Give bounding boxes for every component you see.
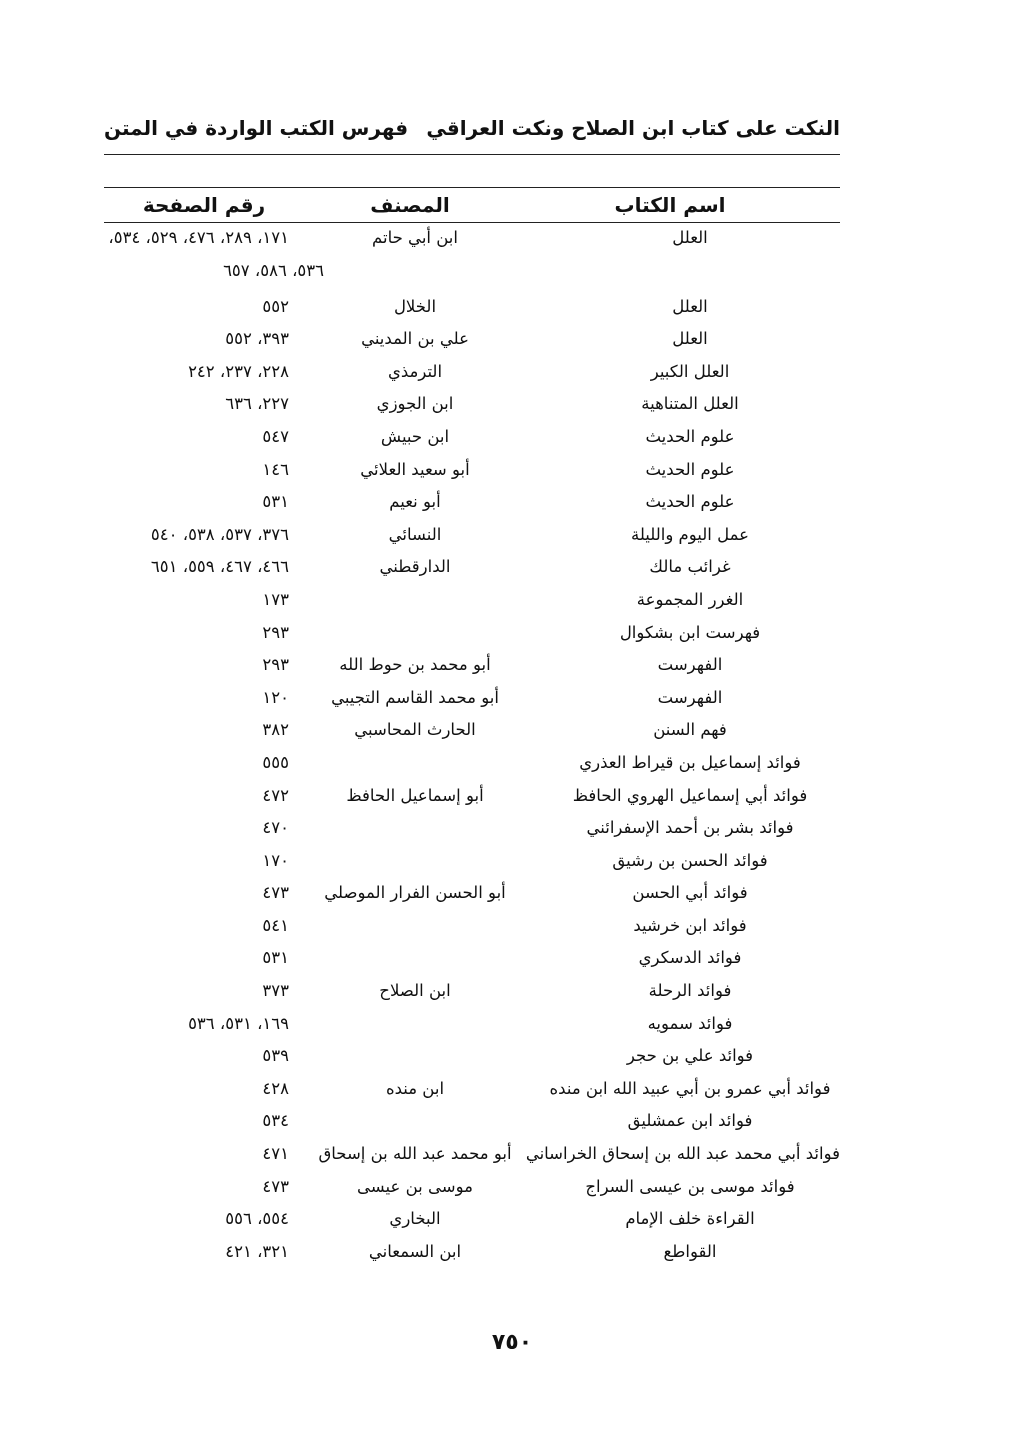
book-title-cell: العلل: [672, 329, 708, 349]
page-numbers-cell: ٤٦٦، ٤٦٧، ٥٥٩، ٦٥١: [150, 557, 289, 577]
table-row: [104, 394, 840, 427]
page-numbers-cell: ١٢٠: [262, 687, 289, 707]
book-title-cell: الفهرست: [657, 655, 723, 675]
page-numbers-cell: ٥٣١: [262, 492, 289, 512]
table-row: [104, 525, 840, 558]
table-header-rule: [104, 222, 840, 223]
book-title-cell: العلل: [672, 296, 708, 316]
column-header-pages: رقم الصفحة: [142, 193, 266, 217]
running-header: [104, 112, 840, 152]
page-numbers-cell: ٣٧٦، ٥٣٧، ٥٣٨، ٥٤٠: [150, 524, 289, 544]
table-top-rule: [104, 187, 840, 188]
book-title-cell: غرائب مالك: [649, 557, 731, 577]
table-row: [104, 720, 840, 753]
author-cell: الحارث المحاسبي: [354, 720, 476, 740]
column-header-author: المصنف: [370, 193, 450, 217]
book-title-cell: علوم الحديث: [645, 492, 735, 512]
author-cell: ابن أبي حاتم: [372, 228, 458, 247]
page-numbers-cell: ٢٢٧، ٦٣٦: [225, 394, 289, 414]
book-title-cell: فوائد علي بن حجر: [626, 1046, 754, 1066]
table-row: [104, 655, 840, 688]
page-numbers-cell: ٤٢٨: [262, 1078, 289, 1098]
table-row: [104, 1111, 840, 1144]
table-header-row: [104, 193, 840, 223]
table-row: [104, 228, 840, 261]
author-cell: الترمذي: [387, 361, 443, 381]
page-numbers-cell: ٥٥٥: [262, 752, 289, 772]
table-row: [104, 1046, 840, 1079]
page-numbers-cell: ٣٧٣: [262, 981, 289, 1001]
author-cell: ابن السمعاني: [368, 1241, 462, 1261]
author-cell: البخاري: [389, 1209, 441, 1229]
table-row: [104, 916, 840, 949]
table-row: [104, 427, 840, 460]
author-cell: أبو محمد عبد الله بن إسحاق: [318, 1144, 512, 1164]
table-row: [104, 948, 840, 981]
author-cell: أبو إسماعيل الحافظ: [346, 785, 484, 805]
page-numbers-cell: ١٧١، ٢٨٩، ٤٧٦، ٥٢٩، ٥٣٤،: [108, 228, 289, 247]
page-numbers-cell: ٤٧٣: [262, 1176, 289, 1196]
column-header-title: اسم الكتاب: [614, 193, 726, 217]
table-row: [104, 623, 840, 656]
author-cell: أبو نعيم: [389, 492, 441, 512]
book-title-cell: العلل الكبير: [650, 361, 730, 381]
page-numbers-cell: ٢٩٣: [262, 622, 289, 642]
page-numbers-cell: ٢٢٨، ٢٣٧، ٢٤٢: [188, 361, 289, 381]
table-row: [104, 557, 840, 590]
book-title-cell: الغرر المجموعة: [636, 589, 744, 609]
book-title-cell: فوائد الرحلة: [648, 981, 732, 1001]
author-cell: أبو سعيد العلائي: [360, 459, 470, 479]
table-row: [104, 362, 840, 395]
page-numbers-cell: ٥٣٩: [262, 1046, 289, 1066]
page-numbers-cell: ٥٥٢: [262, 296, 289, 316]
page-numbers-cell: ٥٥٤، ٥٥٦: [225, 1209, 289, 1229]
table-row: [104, 329, 840, 362]
table-row-continuation: [104, 261, 840, 297]
table-row: [104, 590, 840, 623]
table-row: [104, 1144, 840, 1177]
header-rule: [104, 154, 840, 155]
page-number: ٧٥٠: [491, 1330, 533, 1355]
page-numbers-cell: ٥٣٦، ٥٨٦، ٦٥٧: [223, 260, 324, 280]
book-title-cell: علوم الحديث: [645, 426, 735, 446]
author-cell: ابن منده: [385, 1078, 445, 1098]
page-numbers-cell: ١٦٩، ٥٣١، ٥٣٦: [188, 1013, 289, 1033]
table-row: [104, 297, 840, 330]
author-cell: ابن الجوزي: [376, 394, 454, 414]
page-numbers-cell: ٤٧٠: [262, 818, 289, 838]
page-numbers-cell: ٥٤٧: [262, 426, 289, 446]
index-table-body: [104, 228, 840, 1274]
page-numbers-cell: ٣٢١، ٤٢١: [225, 1241, 289, 1261]
book-title-cell: فوائد أبي عمرو بن أبي عبيد الله ابن منده: [549, 1078, 831, 1098]
book-title-cell: فوائد ابن عمشليق: [627, 1111, 753, 1131]
book-title-cell: فوائد بشر بن أحمد الإسفرائني: [586, 818, 794, 838]
book-title-cell: العلل: [672, 228, 708, 247]
table-row: [104, 1177, 840, 1210]
book-title-cell: فوائد الحسن بن رشيق: [612, 850, 768, 870]
book-title-cell: علوم الحديث: [645, 459, 735, 479]
table-row: [104, 851, 840, 884]
book-title-cell: فوائد سمويه: [647, 1013, 733, 1033]
page-numbers-cell: ٤٧٢: [262, 785, 289, 805]
book-title-cell: فوائد أبي إسماعيل الهروي الحافظ: [572, 785, 808, 805]
author-cell: أبو محمد بن حوط الله: [339, 655, 491, 675]
book-title-cell: فوائد الدسكري: [638, 948, 742, 968]
page-numbers-cell: ١٧٠: [262, 850, 289, 870]
table-row: [104, 818, 840, 851]
author-cell: أبو الحسن الفرار الموصلي: [324, 883, 506, 903]
author-cell: أبو محمد القاسم التجيبي: [331, 687, 499, 707]
book-title-cell: القواطع: [663, 1241, 717, 1261]
page-numbers-cell: ٣٨٢: [262, 720, 289, 740]
book-title: النكت على كتاب ابن الصلاح ونكت العراقي: [426, 116, 840, 140]
table-row: [104, 1079, 840, 1112]
section-title: فهرس الكتب الواردة في المتن: [104, 116, 409, 140]
page-numbers-cell: ٣٩٣، ٥٥٢: [225, 329, 289, 349]
page-numbers-cell: ١٤٦: [262, 459, 289, 479]
table-row: [104, 460, 840, 493]
page-numbers-cell: ٥٤١: [262, 915, 289, 935]
book-title-cell: الفهرست: [657, 687, 723, 707]
page-numbers-cell: ٢٩٣: [262, 655, 289, 675]
book-title-cell: فوائد موسى بن عيسى السراج: [585, 1176, 795, 1196]
book-title-cell: فهرست ابن بشكوال: [619, 622, 761, 642]
book-title-cell: فوائد أبي محمد عبد الله بن إسحاق الخراساني: [525, 1144, 840, 1164]
page-numbers-cell: ١٧٣: [262, 589, 289, 609]
book-title-cell: القراءة خلف الإمام: [625, 1209, 755, 1229]
author-cell: ابن الصلاح: [379, 981, 451, 1001]
page-numbers-cell: ٥٣٤: [262, 1111, 289, 1131]
table-row: [104, 753, 840, 786]
table-row: [104, 1014, 840, 1047]
page-numbers-cell: ٥٣١: [262, 948, 289, 968]
book-title-cell: فهم السنن: [653, 720, 727, 740]
table-row: [104, 883, 840, 916]
author-cell: ابن حبيش: [380, 426, 450, 446]
book-title-cell: فوائد إسماعيل بن قيراط العذري: [579, 752, 801, 772]
page-numbers-cell: ٤٧٣: [262, 883, 289, 903]
book-title-cell: فوائد ابن خرشيد: [633, 915, 747, 935]
table-row: [104, 492, 840, 525]
author-cell: النسائي: [388, 524, 442, 544]
table-row: [104, 1242, 840, 1275]
book-title-cell: العلل المتناهية: [641, 394, 739, 414]
author-cell: علي بن المديني: [361, 329, 469, 349]
author-cell: الخلال: [393, 296, 437, 316]
author-cell: موسى بن عيسى: [357, 1176, 473, 1196]
table-row: [104, 1209, 840, 1242]
book-title-cell: فوائد أبي الحسن: [632, 883, 748, 903]
author-cell: الدارقطني: [379, 557, 451, 577]
page-numbers-cell: ٤٧١: [262, 1144, 289, 1164]
table-row: [104, 981, 840, 1014]
book-title-cell: عمل اليوم والليلة: [630, 524, 750, 544]
table-row: [104, 786, 840, 819]
table-row: [104, 688, 840, 721]
